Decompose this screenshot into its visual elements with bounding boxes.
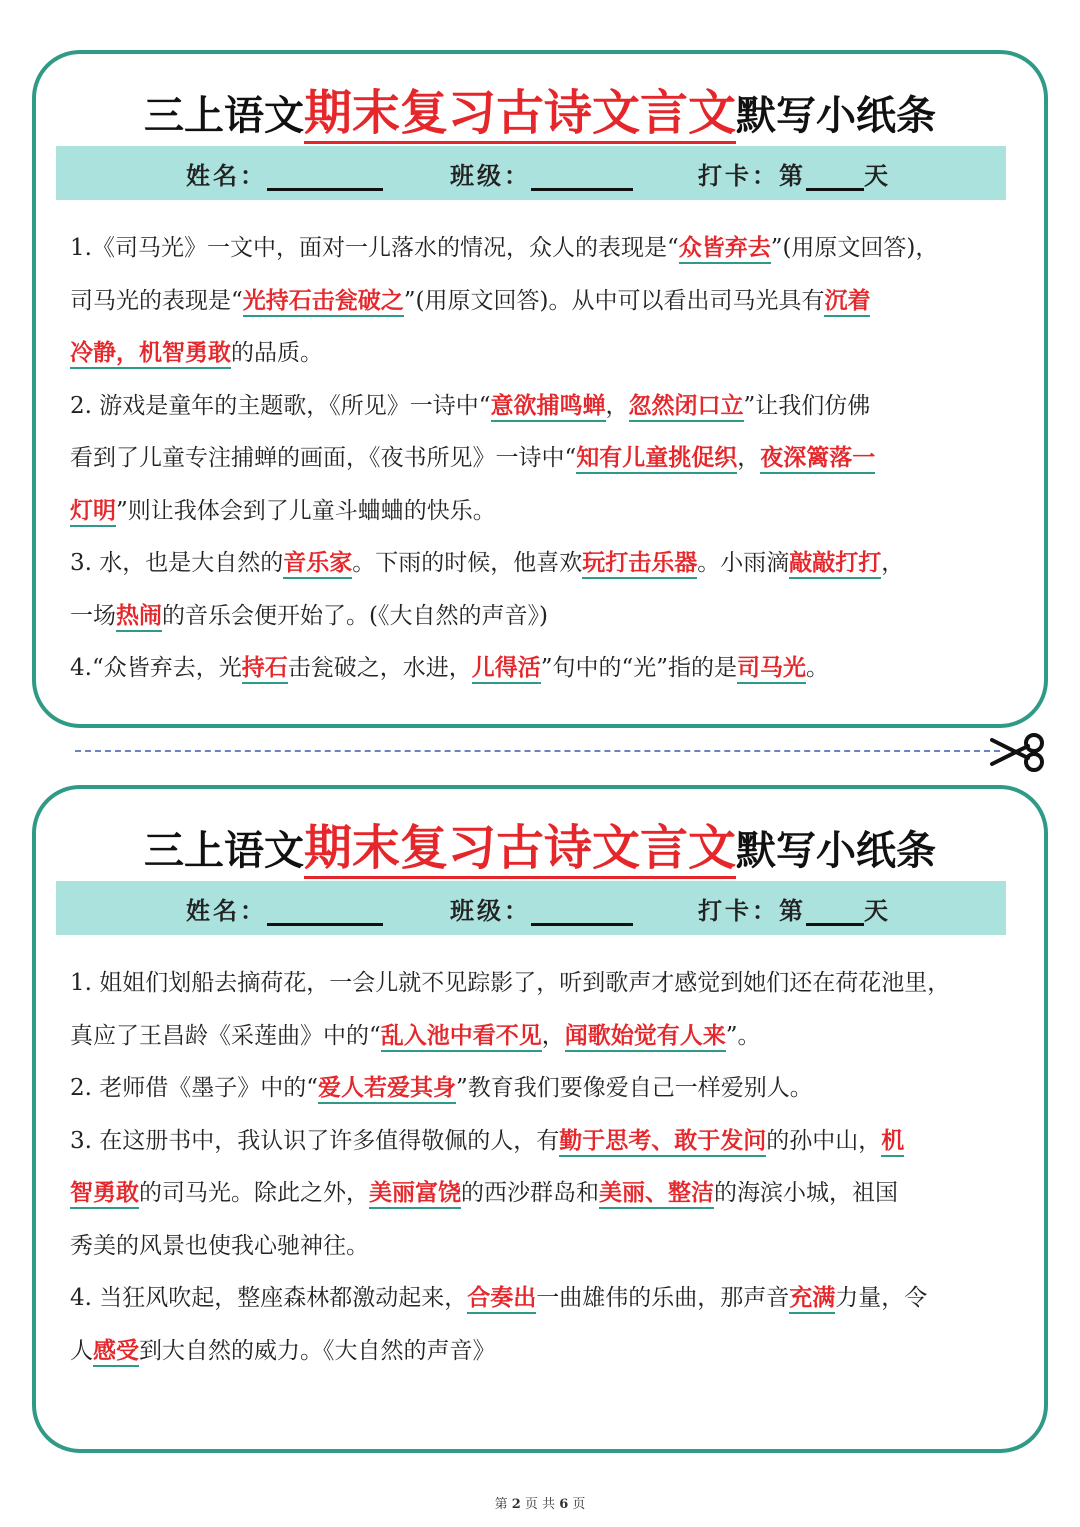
text-line	[70, 642, 1016, 695]
answer-text: 儿得活	[472, 654, 541, 684]
checkin-day-label: 天	[864, 162, 891, 190]
answer-text: 充满	[789, 1284, 835, 1314]
title-highlight: 期末复习古诗文言文	[304, 822, 736, 879]
class-label: 班级：	[450, 162, 531, 190]
answer-text: 美丽、整洁	[599, 1179, 714, 1209]
title-highlight: 期末复习古诗文言文	[304, 87, 736, 144]
question-text: ，	[605, 392, 629, 419]
text-line	[70, 327, 1016, 380]
answer-text: 冷静，机智勇敢	[70, 339, 231, 369]
question-text: ”(用原文回答)。从中可以看出司马光具有	[403, 287, 825, 314]
class-label: 班级：	[450, 897, 531, 925]
worksheet-card-2	[32, 785, 1048, 1453]
text-line	[70, 1167, 1016, 1220]
text-line	[70, 1272, 1016, 1325]
title-prefix: 三上语文	[143, 828, 304, 874]
title-prefix: 三上语文	[143, 93, 304, 139]
answer-text: 敲敲打打	[789, 549, 881, 579]
question-text: 的音乐会便开始了。(《大自然的声音》)	[162, 602, 548, 629]
page-middle: 页 共	[524, 1497, 556, 1512]
text-line	[70, 1115, 1016, 1168]
cut-line	[75, 750, 1000, 752]
title-suffix: 默写小纸条	[736, 828, 936, 874]
text-line	[70, 1220, 1016, 1273]
answer-text: 美丽富饶	[369, 1179, 461, 1209]
question-text: 1. 姐姐们划船去摘荷花，一会儿就不见踪影了，听到歌声才感觉到她们还在荷花池里，	[70, 970, 951, 996]
question-text: ”则让我体会到了儿童斗蛐蛐的快乐。	[116, 497, 496, 524]
question-text: 3. 在这册书中，我认识了许多值得敬佩的人，有	[70, 1127, 560, 1154]
question-text: 看到了儿童专注捕蝉的画面，《夜书所见》一诗中“	[70, 445, 577, 471]
answer-text: 热闹	[116, 602, 162, 632]
question-text: ”(用原文回答)，	[770, 235, 939, 261]
checkin-field	[698, 156, 891, 191]
name-field	[186, 891, 383, 926]
info-band	[56, 881, 1006, 935]
question-text: 。小雨滴	[697, 550, 790, 576]
page-current: 2	[511, 1497, 521, 1512]
question-text: 的司马光。除此之外，	[139, 1180, 369, 1206]
answer-text: 机	[881, 1127, 904, 1157]
answer-text: 众皆弃去	[679, 234, 771, 264]
text-line	[70, 432, 1016, 485]
page-total: 6	[559, 1497, 569, 1512]
answer-text: 光持石击瓮破之	[243, 287, 404, 317]
answer-text: 合奏出	[467, 1284, 536, 1314]
question-body	[70, 957, 1016, 1377]
checkin-blank	[806, 899, 864, 926]
question-text: 2. 老师借《墨子》中的“	[70, 1075, 319, 1101]
question-text: 4. 当狂风吹起，整座森林都激动起来，	[70, 1285, 468, 1311]
question-text: 的品质。	[231, 340, 323, 366]
text-line	[70, 275, 1016, 328]
question-text: 4.“众皆弃去，光	[70, 655, 242, 681]
scissors-icon	[988, 732, 1046, 772]
question-text: 真应了王昌龄《采莲曲》中的“	[70, 1022, 381, 1049]
question-text: 人	[70, 1337, 93, 1364]
question-text: ”句中的“光”指的是	[540, 655, 737, 681]
text-line	[70, 485, 1016, 538]
title-suffix: 默写小纸条	[736, 93, 936, 139]
answer-text: 爱人若爱其身	[318, 1074, 456, 1104]
page-number	[0, 1493, 1080, 1512]
card-title	[36, 819, 1044, 879]
question-text: ，	[737, 445, 761, 471]
name-field	[186, 156, 383, 191]
question-text: ”。	[725, 1022, 761, 1049]
question-body	[70, 222, 1016, 695]
checkin-label: 打卡：第	[698, 897, 806, 925]
class-field	[450, 156, 633, 191]
question-text: 司马光的表现是“	[70, 287, 243, 314]
name-blank	[267, 164, 383, 191]
question-text: 一场	[70, 602, 116, 629]
text-line	[70, 1010, 1016, 1063]
question-text: 的孙中山，	[766, 1127, 882, 1154]
question-text: ，	[881, 550, 905, 576]
question-text: 。下雨的时候，他喜欢	[352, 550, 583, 576]
text-line	[70, 380, 1016, 433]
checkin-day-label: 天	[864, 897, 891, 925]
question-text: 秀美的风景也使我心驰神往。	[70, 1232, 369, 1259]
question-text: 。	[805, 655, 829, 681]
question-text: 的西沙群岛和	[461, 1180, 599, 1206]
text-line	[70, 590, 1016, 643]
name-blank	[267, 899, 383, 926]
answer-text: 勤于思考、敢于发问	[559, 1127, 766, 1157]
worksheet-card-1	[32, 50, 1048, 728]
answer-text: 意欲捕鸣蝉	[491, 392, 606, 422]
question-text: 的海滨小城，祖国	[714, 1180, 898, 1206]
text-line	[70, 1062, 1016, 1115]
answer-text: 音乐家	[283, 549, 352, 579]
answer-text: 沉着	[824, 287, 870, 317]
question-text: ”让我们仿佛	[743, 392, 871, 419]
text-line	[70, 537, 1016, 590]
name-label: 姓名：	[186, 897, 267, 925]
question-text: 1.《司马光》一文中，面对一儿落水的情况，众人的表现是“	[70, 235, 679, 261]
class-blank	[531, 164, 633, 191]
page-suffix: 页	[572, 1497, 586, 1512]
question-text: 一曲雄伟的乐曲，那声音	[536, 1285, 790, 1311]
answer-text: 闻歌始觉有人来	[565, 1022, 726, 1052]
checkin-field	[698, 891, 891, 926]
question-text: 2. 游戏是童年的主题歌，《所见》一诗中“	[70, 392, 491, 419]
info-band	[56, 146, 1006, 200]
answer-text: 乱入池中看不见	[381, 1022, 542, 1052]
question-text: ，	[541, 1022, 565, 1049]
checkin-label: 打卡：第	[698, 162, 806, 190]
page-prefix: 第	[494, 1497, 508, 1512]
answer-text: 忽然闭口立	[629, 392, 744, 422]
answer-text: 智勇敢	[70, 1179, 139, 1209]
class-field	[450, 891, 633, 926]
checkin-blank	[806, 164, 864, 191]
question-text: 击瓮破之，水进，	[287, 655, 472, 681]
answer-text: 灯明	[70, 497, 116, 527]
card-title	[36, 84, 1044, 144]
question-text: 到大自然的威力。《大自然的声音》	[139, 1337, 496, 1364]
answer-text: 玩打击乐器	[582, 549, 697, 579]
answer-text: 感受	[93, 1337, 139, 1367]
answer-text: 司马光	[737, 654, 806, 684]
text-line	[70, 957, 1016, 1010]
text-line	[70, 1325, 1016, 1378]
question-text: ”教育我们要像爱自己一样爱别人。	[456, 1075, 813, 1101]
answer-text: 夜深篱落一	[760, 444, 875, 474]
text-line	[70, 222, 1016, 275]
question-text: 力量，令	[835, 1285, 928, 1311]
answer-text: 持石	[242, 654, 288, 684]
question-text: 3. 水，也是大自然的	[70, 550, 284, 576]
name-label: 姓名：	[186, 162, 267, 190]
answer-text: 知有儿童挑促织	[576, 444, 737, 474]
class-blank	[531, 899, 633, 926]
